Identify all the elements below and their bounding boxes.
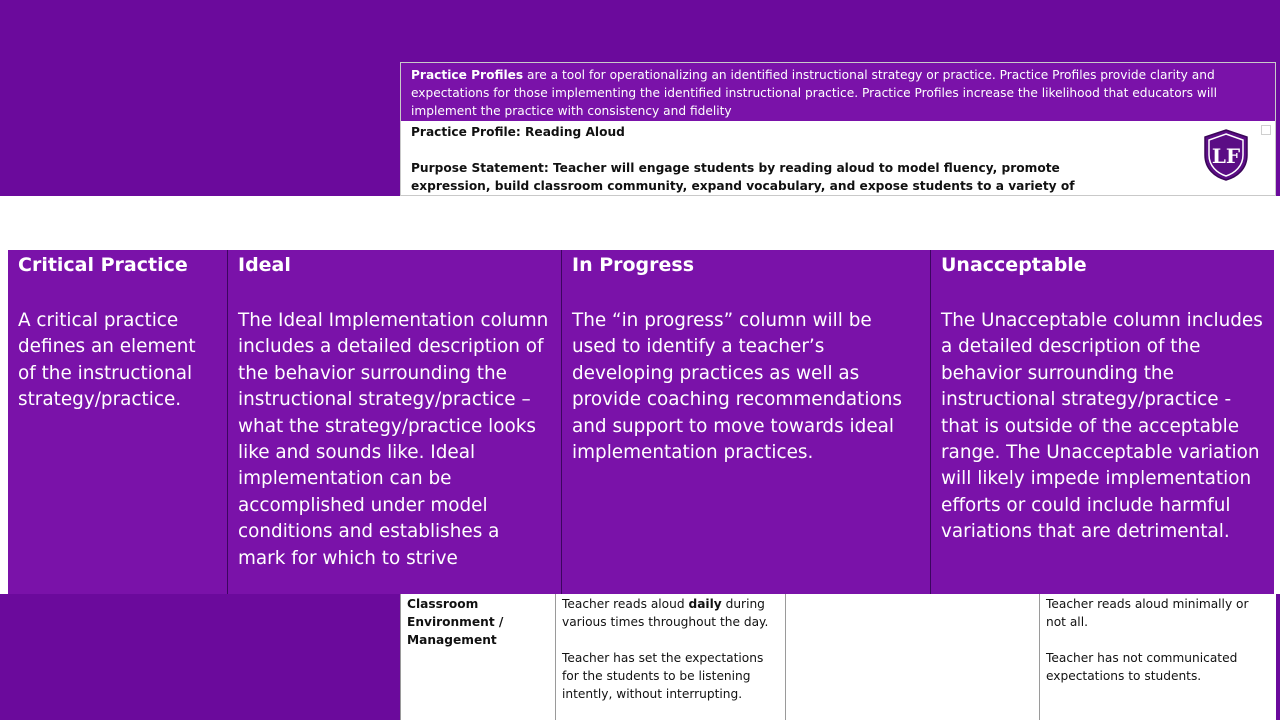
- cell-text: Teacher has not communicated expectations to students.: [1046, 651, 1238, 683]
- profile-title: Practice Profile: Reading Aloud: [411, 125, 625, 139]
- column-title: In Progress: [572, 254, 695, 276]
- cell-text: Teacher has set the expectations for the students to be listening intently, without interrupting.: [562, 651, 764, 701]
- column-ideal: [228, 250, 561, 594]
- column-critical-practice: [8, 250, 227, 594]
- practice-profile-header: [400, 62, 1276, 196]
- logo-letters: LF: [1211, 144, 1241, 168]
- cell-critical-practice: [400, 594, 555, 720]
- column-definitions-slide: [0, 226, 1280, 594]
- cell-text: Teacher reads aloud minimally or not all.: [1046, 597, 1249, 629]
- column-title: Unacceptable: [941, 254, 1087, 276]
- column-body: A critical practice defines an element of the instructional strategy/practice.: [18, 310, 196, 411]
- cell-ideal: [555, 594, 785, 720]
- resize-handle[interactable]: [1261, 125, 1271, 135]
- cell-unacceptable: [1039, 594, 1276, 720]
- column-unacceptable: [931, 250, 1274, 594]
- column-body: The “in progress” column will be used to identify a teacher’s developing practices as well as provide coaching recommendations and support to move towards ideal implementation practices.: [572, 310, 902, 464]
- purpose-statement: Purpose Statement: Teacher will engage students by reading aloud to model fluency, promote expression, build classroom community, expand vocabulary, and expose students to a variety of: [411, 161, 1075, 193]
- profile-box: [401, 121, 1275, 197]
- shield-logo-icon: [1203, 129, 1249, 181]
- column-in-progress: [562, 250, 930, 594]
- cell-in-progress: [785, 594, 1039, 720]
- column-body: The Ideal Implementation column includes a detailed description of the behavior surrounding the instructional strategy/practice – what the strategy/practice looks like and sounds like. Ideal implementation can be accomplished under model conditions and establishes a mark for which to strive: [238, 310, 549, 569]
- intro-bold-lead: Practice Profiles: [411, 68, 524, 82]
- column-title: Ideal: [238, 254, 291, 276]
- cell-text: Teacher reads aloud daily during various times throughout the day.: [562, 597, 769, 629]
- column-body: The Unacceptable column includes a detailed description of the behavior surrounding the instructional strategy/practice - that is outside of the acceptable range. The Unacceptable variation will likely impede implementation efforts or could include harmful variations that are detrimental.: [941, 310, 1263, 543]
- practice-table-row: [400, 594, 1276, 720]
- intro-box: [401, 63, 1275, 121]
- white-strip: [0, 196, 1280, 226]
- cell-text: Classroom Environment / Management: [407, 597, 504, 647]
- column-title: Critical Practice: [18, 254, 188, 276]
- intro-text: are a tool for operationalizing an identified instructional strategy or practice. Practice Profiles provide clarity and expectations for those implementing the identified instructional practice. Practice Profiles increase the likelihood that educators will implement the practice with consistency and fidelity: [411, 68, 1218, 118]
